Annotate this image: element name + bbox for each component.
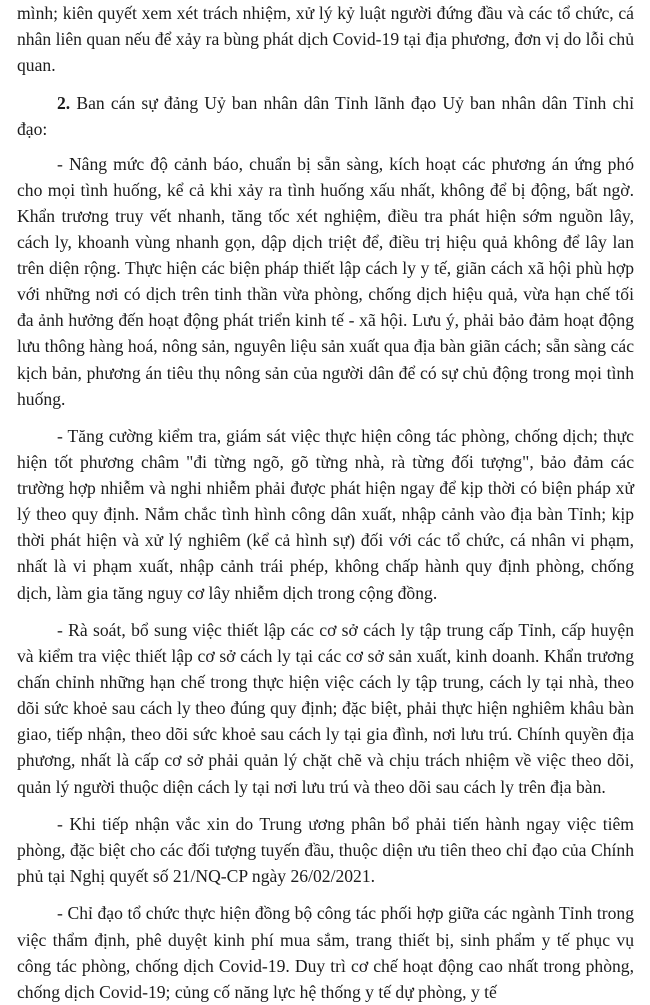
- paragraph-quarantine-facilities: [17, 617, 634, 800]
- paragraph-text: - Nâng mức độ cảnh báo, chuẩn bị sẵn sàng, kích hoạt các phương án ứng phó cho mọi tình huống, kể cả khi xảy ra tình huống xấu nhất, không để bị động, bất ngờ. Khẩn trương truy vết nhanh, tăng tốc xét nghiệm, điều tra phát hiện sớm nguồn lây, cách ly, khoanh vùng nhanh gọn, dập dịch triệt để, điều trị hiệu quả không để lây lan trên diện rộng. Thực hiện các biện pháp thiết lập cách ly y tế, giãn cách xã hội phù hợp với những nơi có dịch trên tinh thần vừa phòng, chống dịch hiệu quả, vừa hạn chế tối đa ảnh hưởng đến hoạt động phát triển kinh tế - xã hội. Lưu ý, phải bảo đảm hoạt động lưu thông hàng hoá, nông sản, nguyên liệu sản xuất qua địa bàn giãn cách; sẵn sàng các kịch bản, phương án tiêu thụ nông sản của người dân để có sự chủ động trong mọi tình huống.: [17, 153, 634, 409]
- paragraph-warning-readiness: [17, 151, 634, 412]
- paragraph-text: Ban cán sự đảng Uỷ ban nhân dân Tỉnh lãnh đạo Uỷ ban nhân dân Tỉnh chỉ đạo:: [17, 92, 634, 139]
- paragraph-text: mình; kiên quyết xem xét trách nhiệm, xử lý kỷ luật người đứng đầu và các tổ chức, cá nhân liên quan nếu để xảy ra bùng phát dịch Covid-19 tại địa phương, đơn vị do lỗi chủ quan.: [17, 3, 634, 76]
- paragraph-vaccination: [17, 811, 634, 889]
- paragraph-section-2-heading: [17, 90, 634, 142]
- paragraph-text: - Rà soát, bổ sung việc thiết lập các cơ sở cách ly tập trung cấp Tỉnh, cấp huyện và kiểm tra việc thiết lập cơ sở cách ly tại các cơ sở sản xuất, kinh doanh. Khẩn trương chấn chỉnh những hạn chế trong thực hiện việc cách ly tập trung, cách ly tại nhà, theo dõi sức khoẻ sau cách ly theo đúng quy định; đặc biệt, phải thực hiện nghiêm khâu bàn giao, tiếp nhận, theo dõi sức khoẻ sau cách ly tại gia đình, nơi lưu trú. Chính quyền địa phương, nhất là cấp cơ sở phải quản lý chặt chẽ và chịu trách nhiệm về việc theo dõi, quản lý người thuộc diện cách ly tại nơi lưu trú và theo dõi sau cách ly trên địa bàn.: [17, 619, 634, 797]
- paragraph-accountability-continuation: [17, 0, 634, 78]
- paragraph-inspection-supervision: [17, 423, 634, 606]
- section-number: 2.: [57, 92, 71, 113]
- paragraph-coordination: [17, 900, 634, 1004]
- paragraph-text: - Khi tiếp nhận vắc xin do Trung ương phân bổ phải tiến hành ngay việc tiêm phòng, đặc biệt cho các đối tượng tuyến đầu, thuộc diện ưu tiên theo chỉ đạo của Chính phủ tại Nghị quyết số 21/NQ-CP ngày 26/02/2021.: [17, 813, 634, 887]
- paragraph-text: - Chỉ đạo tổ chức thực hiện đồng bộ công tác phối hợp giữa các ngành Tỉnh trong việc thẩm định, phê duyệt kinh phí mua sắm, trang thiết bị, sinh phẩm y tế phục vụ công tác phòng, chống dịch Covid-19. Duy trì cơ chế hoạt động cao nhất trong phòng, chống dịch Covid-19; củng cố năng lực hệ thống y tế dự phòng, y tế: [17, 903, 634, 1002]
- paragraph-text: - Tăng cường kiểm tra, giám sát việc thực hiện công tác phòng, chống dịch; thực hiện tốt phương châm "đi từng ngõ, gõ từng nhà, rà từng đối tượng", bảo đảm các trường hợp nhiễm và nghi nhiễm phải được phát hiện ngay để kịp thời có biện pháp xử lý theo quy định. Nắm chắc tình hình công dân xuất, nhập cảnh vào địa bàn Tỉnh; kịp thời phát hiện và xử lý nghiêm (kể cả hình sự) đối với các tổ chức, cá nhân vi phạm, nhất là vi phạm xuất, nhập cảnh trái phép, không chấp hành quy định phòng, chống dịch, làm gia tăng nguy cơ lây nhiễm dịch trong cộng đồng.: [17, 426, 634, 603]
